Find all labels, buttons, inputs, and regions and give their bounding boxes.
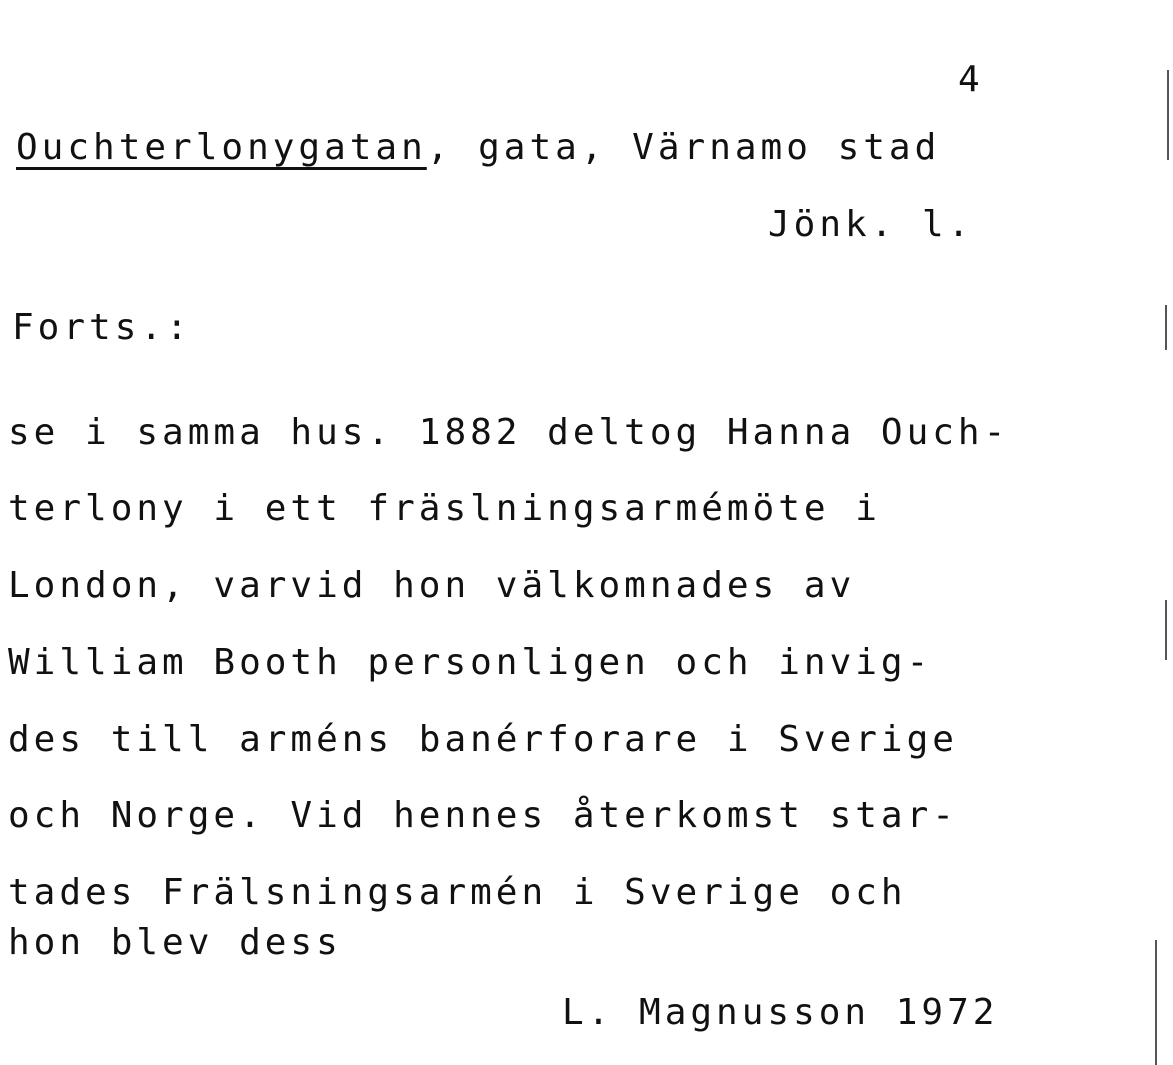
body-line: William Booth personligen och invig- bbox=[8, 642, 933, 683]
scan-edge-mark bbox=[1165, 305, 1167, 350]
body-line: hon blev dess bbox=[8, 922, 342, 963]
body-line: se i samma hus. 1882 deltog Hanna Ouch- bbox=[8, 412, 1010, 453]
scan-edge-mark bbox=[1155, 940, 1157, 1065]
signature: L. Magnusson 1972 bbox=[562, 992, 999, 1033]
scan-edge-mark bbox=[1165, 600, 1167, 660]
body-line: och Norge. Vid hennes återkomst star- bbox=[8, 795, 958, 836]
body-line: des till arméns banérforare i Sverige bbox=[8, 719, 958, 760]
body-line: terlony i ett fräslningsarmémöte i bbox=[8, 488, 881, 529]
body-line: London, varvid hon välkomnades av bbox=[8, 565, 856, 606]
scan-edge-mark bbox=[1167, 70, 1169, 160]
continuation-label: Forts.: bbox=[12, 307, 192, 348]
locality-code: Jönk. l. bbox=[768, 204, 974, 245]
street-name: Ouchterlonygatan bbox=[16, 127, 427, 168]
entry-heading bbox=[16, 128, 940, 168]
body-line: tades Frälsningsarmén i Sverige och bbox=[8, 872, 907, 913]
page-number: 4 bbox=[958, 59, 984, 100]
heading-description: , gata, Värnamo stad bbox=[426, 127, 941, 168]
